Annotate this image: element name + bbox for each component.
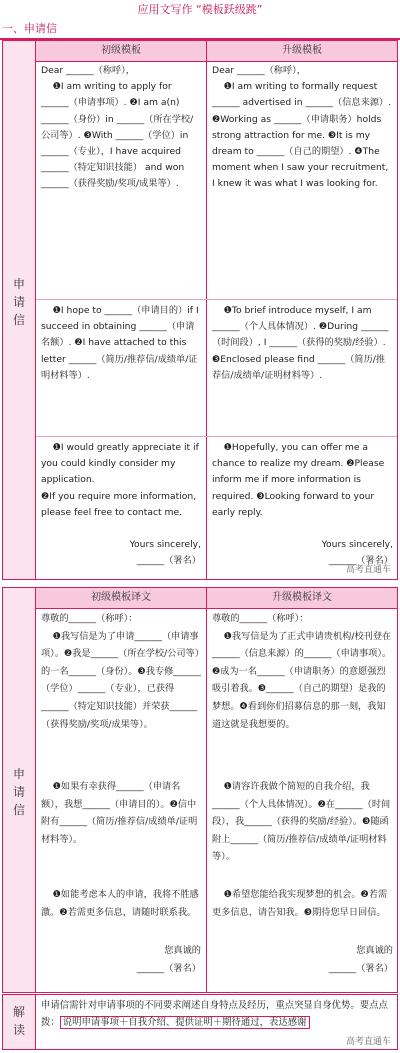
watermark: 高考直通车 [345,1037,391,1047]
basic-paragraph-body: ❶I hope to ______（申请目的）if I succeed in obtaining ______（申请名额）. ❷I have attached to this letter ______（简历/推荐信/成绩单/证明材料等）. [41,305,202,381]
advanced-translation-body: ❶请容许我做个简短的自我介绍，我______（个人具体情况）。❷在______（时间段），我______（获得的奖励/经验）。❸随函附上______（简历/推荐信/成绩单/证明材料等）。 [212,781,391,863]
advanced-translation-signoff: 您真诚的 ______（署名） [328,945,393,974]
row-divider [36,436,397,437]
column-header-basic: 初级模板译文 [36,588,206,609]
basic-paragraph-closing: ❶I would greatly appreciate it if you could kindly consider my application. ❷If you require more information, please feel free to contact me. [41,442,199,518]
column-divider [206,41,207,579]
advanced-paragraph-closing: ❶Hopefully, you can offer me a chance to realize my dream. ❷Please inform me if more information is required. ❸Looking forward to your early reply. [212,442,388,518]
section-heading: 一、申请信 [0,20,400,40]
column-header-advanced: 升级模板 [207,41,397,62]
advanced-paragraph-opening: Dear ______（称呼）， ❶I am writing to formally request ______ advertised in ______（信息来源）. ❷Working as ______（申请职务）holds strong attraction for me. ❸It is my dream to ______（自己的期望）. ❹The moment when I saw your recruitment, I knew it was what I was looking for. [212,65,392,190]
basic-translation-body: ❶如果有幸获得______（申请名额），我想______（申请目的）。❷信中附有______（简历/推荐信/成绩单/证明材料等）。 [41,781,198,845]
row-label-char: 请 [12,295,25,309]
template-table-english [2,40,398,580]
interpretation-box [2,994,398,1050]
basic-translation-opening: 尊敬的______（称呼）： ❶我写信是为了申请______（申请事项）。❷我是______（所在学校/公司等）的一名______（身份）。❸我专修______（学位）______（专业），已获得______（特定知识技能）并荣获______（获得奖励/奖项/成果等）。 [41,613,201,730]
row-label-char: 申 [12,767,25,781]
row-label-char: 信 [12,803,25,817]
key-points-box: 说明申请事项＋自我介绍、提供证明＋期待通过，表达感谢 [60,1016,310,1029]
row-label-column [3,41,36,579]
template-table-translation [2,587,398,993]
basic-signoff: Yours sincerely, ______（署名） [129,539,201,567]
advanced-translation-opening: 尊敬的______（称呼）： ❶我写信是为了正式申请贵机构/校刊登在______（信息来源）的______（申请事项）。❷成为一名______（申请职务）的意愿强烈吸引着我。❸______（自己的期望）是我的梦想。❹看到你们招募信息的那一刻，我知道这就是我想要的。 [212,613,392,730]
row-label-char: 请 [12,785,25,799]
advanced-translation-closing: ❶希望您能给我实现梦想的机会。❷若需更多信息，请告知我。❸期待您早日回信。 [212,889,388,918]
watermark: 高考直通车 [345,565,391,575]
column-header-advanced: 升级模板译文 [207,588,397,609]
row-label-char: 信 [12,313,25,327]
interpretation-summary: 申请信需针对申请事项的不同要求阐述自身特点及经历，重点突显自身优势。要点点拨： [41,1000,388,1028]
column-divider [206,588,207,992]
advanced-signoff: Yours sincerely, ______（署名） [321,539,393,567]
basic-translation-signoff: 您真诚的 ______（署名） [136,945,201,974]
column-header-basic: 初级模板 [36,41,206,62]
interpretation-text [41,997,393,1031]
row-label-column [3,995,36,1049]
row-label-column [3,588,36,992]
basic-paragraph-opening: Dear ______（称呼）， ❶I am writing to apply for ______（申请事项）. ❷I am a(n) ______（身份）in ______（所在学校/公司等）. ❸With ______（学位）in ______（专业），I have acquired ______（特定知识技能） and won ______（获得奖励/奖项/成果等）. [41,65,194,190]
advanced-paragraph-body: ❶To brief introduce myself, I am ______（个人具体情况）. ❷During ______（时间段）, I ______（获得的奖励/经验）. ❸Enclosed please find ______（简历/推荐信/成绩单/证明材料等）. [212,305,389,381]
row-label-char: 解 [12,1005,25,1019]
row-label-char: 申 [12,277,25,291]
page-title: 应用文写作 “模板跃级跳” [137,3,263,16]
basic-translation-closing: ❶如能考虑本人的申请，我将不胜感激。❷若需更多信息，请随时联系我。 [41,889,199,918]
row-divider [36,299,397,300]
row-label-char: 读 [12,1023,25,1037]
